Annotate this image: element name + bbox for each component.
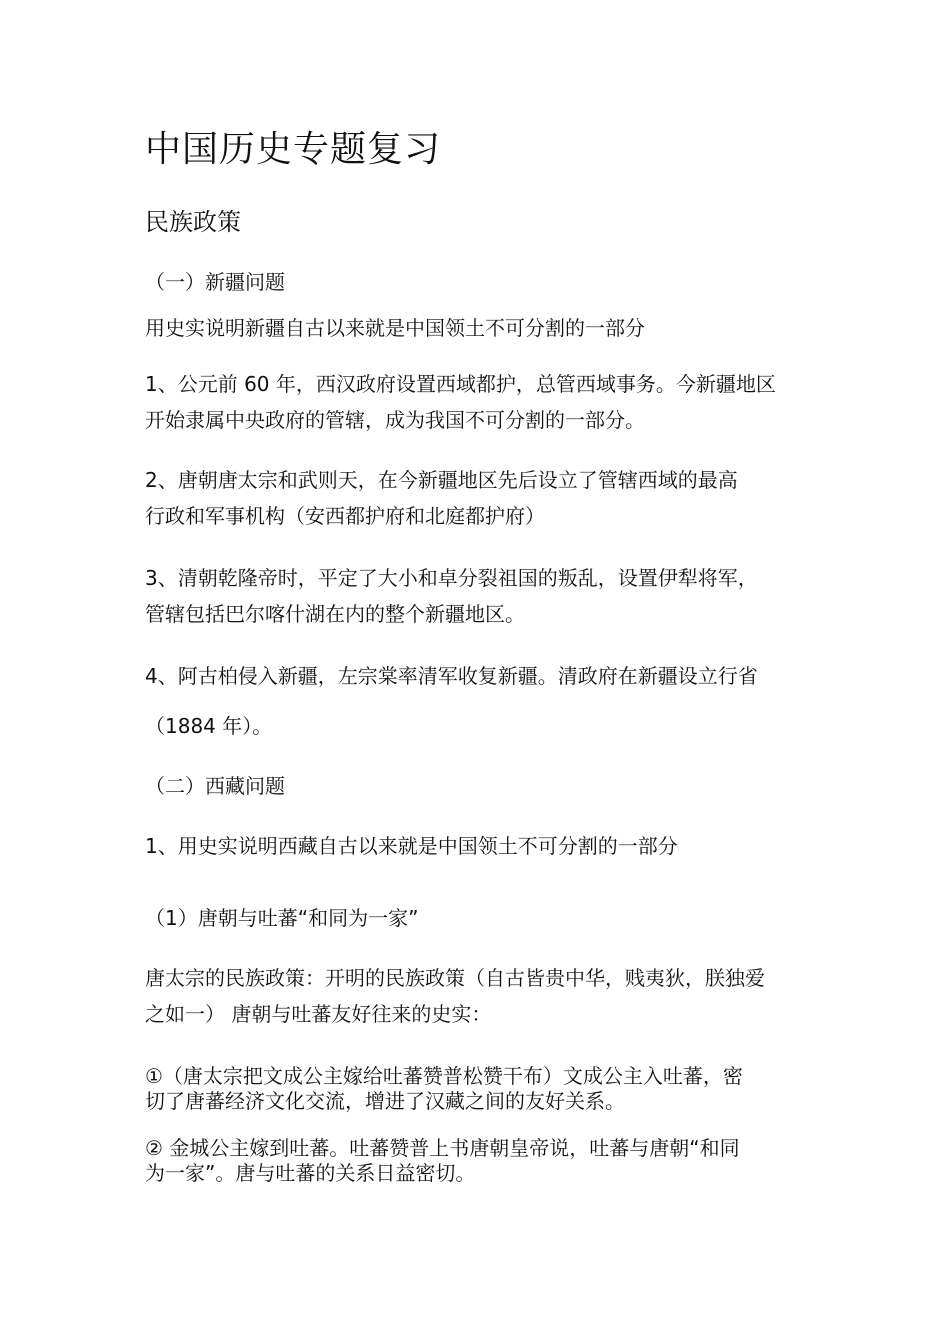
xinjiang-point-3 [145,560,813,632]
paragraph-line: ①（唐太宗把文成公主嫁给吐蕃赞普松赞干布）文成公主入吐蕃，密 [145,1064,743,1088]
tibet-question-1: 1、用史实说明西藏自古以来就是中国领土不可分割的一部分 [145,834,678,858]
paragraph-line: 1、公元前 60 年，西汉政府设置西域都护，总管西域事务。今新疆地区 [145,372,776,396]
xinjiang-heading: （一）新疆问题 [145,270,285,294]
page-title: 中国历史专题复习 [145,129,442,170]
section-heading: 民族政策 [145,208,241,236]
xinjiang-intro: 用史实说明新疆自古以来就是中国领土不可分割的一部分 [145,316,645,340]
tibet-subheading-1: （1）唐朝与吐蕃“和同为一家” [145,906,419,930]
paragraph-line: ② 金城公主嫁到吐蕃。吐蕃赞普上书唐朝皇帝说，吐蕃与唐朝“和同 [145,1136,740,1160]
paragraph-line: 管辖包括巴尔喀什湖在内的整个新疆地区。 [145,602,525,626]
paragraph-line: 行政和军事机构（安西都护府和北庭都护府） [145,504,545,528]
tibet-heading: （二）西藏问题 [145,774,285,798]
xinjiang-point-4-line-1: 4、阿古柏侵入新疆，左宗棠率清军收复新疆。清政府在新疆设立行省 [145,664,758,688]
tibet-item-1 [145,1064,813,1114]
paragraph-line: 3、清朝乾隆帝时，平定了大小和卓分裂祖国的叛乱，设置伊犁将军， [145,566,758,590]
paragraph-line: 开始隶属中央政府的管辖，成为我国不可分割的一部分。 [145,408,645,432]
xinjiang-point-1 [145,366,813,438]
tang-policy-paragraph [145,960,813,1032]
paragraph-line: 为一家”。唐与吐蕃的关系日益密切。 [145,1161,476,1185]
paragraph-line: 2、唐朝唐太宗和武则天，在今新疆地区先后设立了管辖西域的最高 [145,468,738,492]
tibet-item-2 [145,1136,813,1186]
xinjiang-point-2 [145,462,813,534]
xinjiang-point-4-line-2: （1884 年）。 [145,714,273,738]
paragraph-line: 唐太宗的民族政策：开明的民族政策（自古皆贵中华，贱夷狄，朕独爱 [145,966,765,990]
paragraph-line: 之如一） 唐朝与吐蕃友好往来的史实： [145,1002,492,1026]
paragraph-line: 切了唐蕃经济文化交流，增进了汉藏之间的友好关系。 [145,1089,625,1113]
